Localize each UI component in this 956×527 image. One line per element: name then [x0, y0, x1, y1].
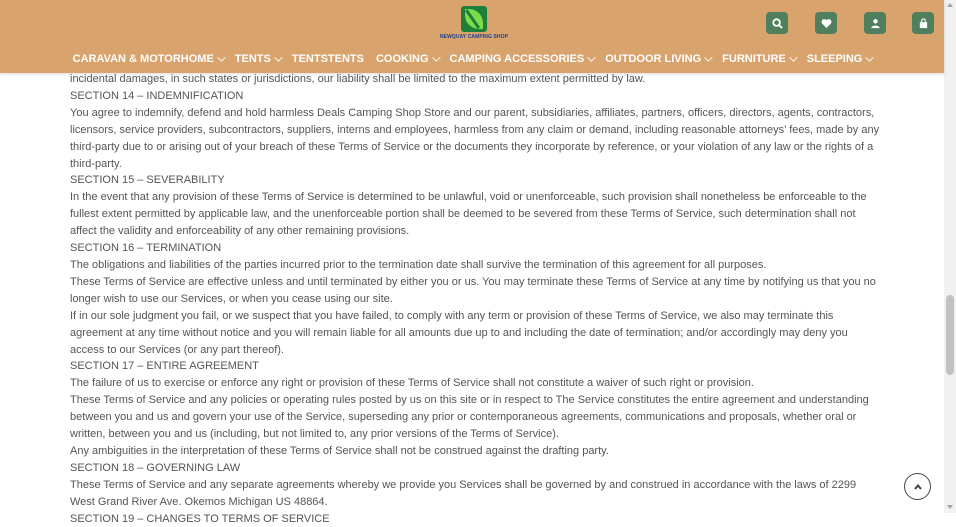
- section-heading: SECTION 14 – INDEMNIFICATION: [70, 89, 244, 102]
- nav-item-cooking[interactable]: [376, 50, 438, 68]
- back-to-top-button[interactable]: [904, 473, 931, 500]
- terms-paragraph: The obligations and liabilities of the parties incurred prior to the termination date shall survive the termination of this agreement for all purposes.: [70, 258, 767, 271]
- page-scrollbar[interactable]: [944, 0, 956, 513]
- chevron-down-icon: [704, 53, 712, 61]
- chevron-down-icon: [432, 53, 440, 61]
- nav-item-camping-accessories[interactable]: [450, 50, 594, 68]
- nav-item-label: TENTSTENTS: [291, 53, 364, 65]
- chevron-down-icon: [587, 53, 595, 61]
- logo-text: NEWQUAY CAMPING SHOP: [439, 34, 509, 40]
- user-icon: [870, 18, 881, 29]
- chevron-down-icon: [789, 53, 797, 61]
- section-heading: SECTION 16 – TERMINATION: [70, 242, 222, 255]
- terms-paragraph: These Terms of Service and any separate agreements whereby we provide you Services shall be governed by and construed in accordance with the laws of 2299 West Grand River Ave. Okemos Michigan US 48864.: [70, 478, 857, 508]
- scroll-up-arrow-icon[interactable]: [947, 3, 953, 7]
- terms-paragraph: These Terms of Service and any policies or operating rules posted by us on this site or in respect to The Service constitutes the entire agreement and understanding between you and us and govern your use of the Service, superseding any prior or contemporaneous agreements, communications and proposals, whether oral or written, between you and us (including, but not limited to, any prior versions of the Terms of Service).: [70, 394, 869, 441]
- nav-item-label: TENTS: [234, 53, 271, 65]
- wishlist-button[interactable]: [815, 12, 837, 34]
- chevron-down-icon: [274, 53, 282, 61]
- nav-item-tentstents[interactable]: [292, 50, 364, 68]
- nav-item-tents[interactable]: [235, 50, 280, 68]
- nav-item-label: FURNITURE: [722, 53, 786, 65]
- chevron-down-icon: [866, 53, 874, 61]
- nav-item-sleeping[interactable]: [807, 50, 872, 68]
- site-logo[interactable]: [438, 6, 510, 42]
- terms-paragraph: If in our sole judgment you fail, or we suspect that you have failed, to comply with any term or provision of these Terms of Service, we also may terminate this agreement at any time without notice and you will remain liable for all amounts due up to and including the date of termination; and/or accordingly may deny you access to our Services (or any part thereof).: [70, 309, 848, 356]
- nav-item-label: COOKING: [375, 53, 429, 65]
- terms-paragraph: The failure of us to exercise or enforce any right or provision of these Terms of Service shall not constitute a waiver of such right or provision.: [70, 377, 754, 390]
- nav-item-label: CARAVAN & MOTORHOME: [72, 53, 214, 65]
- nav-item-label: OUTDOOR LIVING: [605, 53, 702, 65]
- nav-item-label: CAMPING ACCESSORIES: [449, 53, 585, 65]
- bag-icon: [918, 18, 929, 29]
- terms-paragraph: Any ambiguities in the interpretation of these Terms of Service shall not be construed against the drafting party.: [70, 444, 609, 457]
- section-heading: SECTION 18 – GOVERNING LAW: [70, 461, 241, 474]
- nav-item-outdoor-living[interactable]: [605, 50, 710, 68]
- heart-icon: [821, 18, 832, 29]
- search-icon: [772, 18, 783, 29]
- account-button[interactable]: [864, 12, 886, 34]
- cart-button[interactable]: [912, 12, 934, 34]
- logo-leaf-icon: [461, 6, 487, 32]
- nav-item-caravan-motorhome[interactable]: [73, 50, 223, 68]
- section-heading: SECTION 17 – ENTIRE AGREEMENT: [70, 360, 259, 373]
- main-nav: [0, 50, 944, 68]
- site-header: [0, 0, 944, 73]
- chevron-up-icon: [913, 482, 923, 492]
- terms-paragraph: These Terms of Service are effective unless and until terminated by either you or us. You may terminate these Terms of Service at any time by notifying us that you no longer wish to use our Services, or when you cease using our site.: [70, 275, 876, 305]
- terms-paragraph: You agree to indemnify, defend and hold harmless Deals Camping Shop Store and our parent, subsidiaries, affiliates, partners, officers, directors, agents, contractors, licensors, service providers, subcontractors, suppliers, interns and employees, harmless from any claim or demand, including reasonable attorneys’ fees, made by any third-party due to or arising out of your breach of these Terms of Service or the documents they incorporate by reference, or your violation of any law or the rights of a third-party.: [70, 106, 880, 170]
- search-button[interactable]: [766, 12, 788, 34]
- terms-paragraph: In the event that any provision of these Terms of Service is determined to be unlawful, void or unenforceable, such provision shall nonetheless be enforceable to the fullest extent permitted by applicable law, and the unenforceable portion shall be deemed to be severed from these Terms of Service, such determination shall not affect the validity and enforceability of any other remaining provisions.: [70, 191, 867, 238]
- nav-item-label: SLEEPING: [806, 53, 863, 65]
- scrollbar-thumb[interactable]: [946, 295, 954, 375]
- scroll-down-arrow-icon[interactable]: [947, 505, 953, 509]
- terms-paragraph: incidental damages, in such states or jurisdictions, our liability shall be limited to the maximum extent permitted by law.: [70, 73, 646, 85]
- section-heading: SECTION 15 – SEVERABILITY: [70, 174, 225, 187]
- chevron-down-icon: [217, 53, 225, 61]
- terms-content: [70, 71, 882, 527]
- section-heading: SECTION 19 – CHANGES TO TERMS OF SERVICE: [70, 512, 330, 525]
- nav-item-furniture[interactable]: [722, 50, 795, 68]
